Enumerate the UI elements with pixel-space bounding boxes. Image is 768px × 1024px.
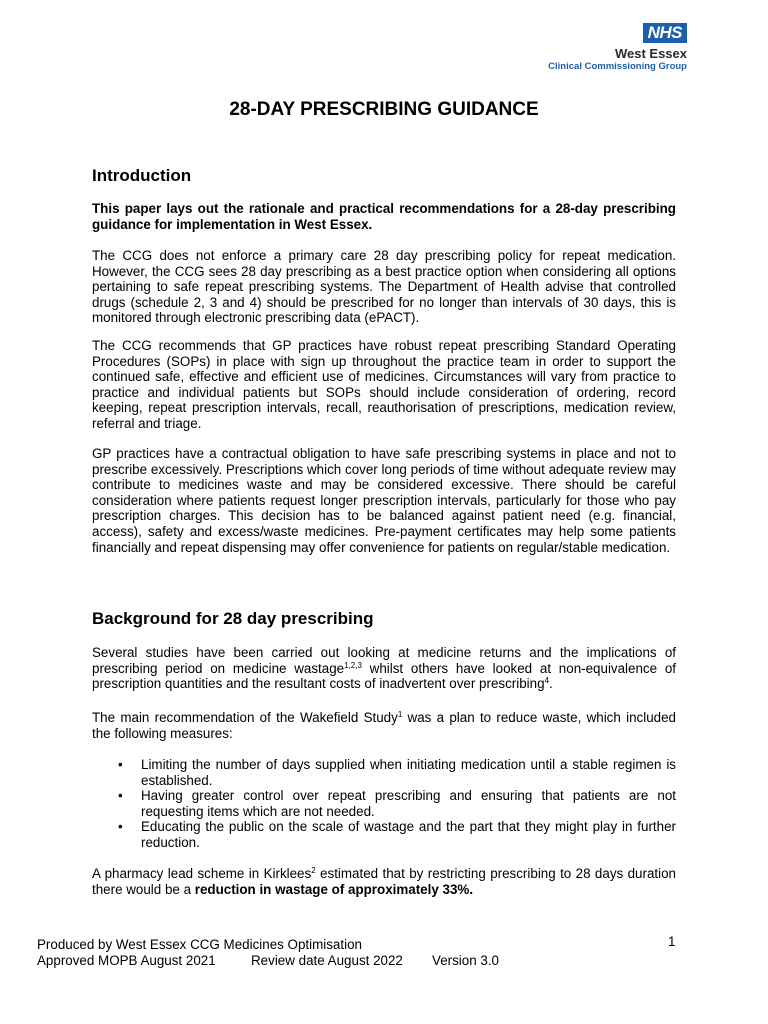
background-paragraph-3: A pharmacy lead scheme in Kirklees$^2$ estimated that by restricting prescribing to 28 days duration there would be a reduction in wastage of approximately 33%.: [92, 866, 676, 897]
background-paragraph-1: Several studies have been carried out looking at medicine returns and the implications of prescribing period on medicine wastage$^{1,2,3}$ whilst others have looked at non-equivalence of prescription quantities and the resultant costs of inadvertent over prescribing$^4$.: [92, 645, 676, 692]
page-number: 1: [668, 934, 676, 949]
background-heading: Background for 28 day prescribing: [92, 609, 374, 628]
bullet-icon: •: [118, 788, 123, 804]
nhs-logo: [537, 23, 687, 72]
intro-paragraph-3: GP practices have a contractual obligation to have safe prescribing systems in place and not to prescribe excessively. Prescriptions which cover long periods of time without adequate review may contribute to medicines waste and may be considered excessive. There should be careful consideration where patients request longer prescription intervals, particularly for those who pay prescription charges. This decision has to be balanced against patient need (e.g. financial, access), safety and excess/waste medicines. Pre-payment certificates may help some patients financially and repeat dispensing may offer convenience for patients on regular/stable medication.: [92, 446, 676, 555]
intro-heading: Introduction: [92, 166, 192, 185]
footer: [37, 937, 499, 969]
intro-lead-paragraph: This paper lays out the rationale and practical recommendations for a 28-day prescribing guidance for implementation in West Essex.: [92, 201, 676, 232]
footer-version: Version 3.0: [432, 953, 499, 968]
nhs-badge: NHS: [643, 23, 687, 43]
list-item: • Having greater control over repeat prescribing and ensuring that patients are not requesting items which are not needed.: [118, 788, 676, 819]
intro-paragraph-1: The CCG does not enforce a primary care 28 day prescribing policy for repeat medication. However, the CCG sees 28 day prescribing as a best practice option when considering all options pertaining to safe repeat prescribing systems. The Department of Health advise that controlled drugs (schedule 2, 3 and 4) should be prescribed for no longer than intervals of 30 days, this is monitored through electronic prescribing data (ePACT).: [92, 248, 676, 326]
bullet-icon: •: [118, 757, 123, 772]
document-title: 28-DAY PRESCRIBING GUIDANCE: [229, 99, 539, 120]
intro-paragraph-2: The CCG recommends that GP practices have robust repeat prescribing Standard Operating Procedures (SOPs) in place with sign up throughout the practice team in order to support the continued safe, effective and efficient use of medicines. Circumstances will vary from practice to practice and individual patients but SOPs should include consideration of ordering, record keeping, repeat prescription intervals, recall, reauthorisation of prescriptions, medication review, referral and triage.: [92, 338, 676, 431]
logo-org-name: West Essex: [614, 46, 687, 61]
list-item: • Limiting the number of days supplied when initiating medication until a stable regimen is established.: [118, 757, 676, 788]
bullet-icon: •: [118, 819, 123, 835]
footer-approved: Approved MOPB August 2021: [37, 953, 216, 968]
logo-org-subtitle: Clinical Commissioning Group: [548, 61, 687, 72]
footer-produced-by: Produced by West Essex CCG Medicines Optimisation: [37, 937, 362, 952]
footer-review-date: Review date August 2022: [251, 953, 403, 968]
footer-meta-line: [37, 953, 499, 969]
list-item: • Educating the public on the scale of wastage and the part that they might play in further reduction.: [118, 819, 676, 850]
measures-list: [92, 757, 676, 851]
background-paragraph-2: The main recommendation of the Wakefield Study$^1$ was a plan to reduce waste, which included the following measures:: [92, 710, 676, 741]
